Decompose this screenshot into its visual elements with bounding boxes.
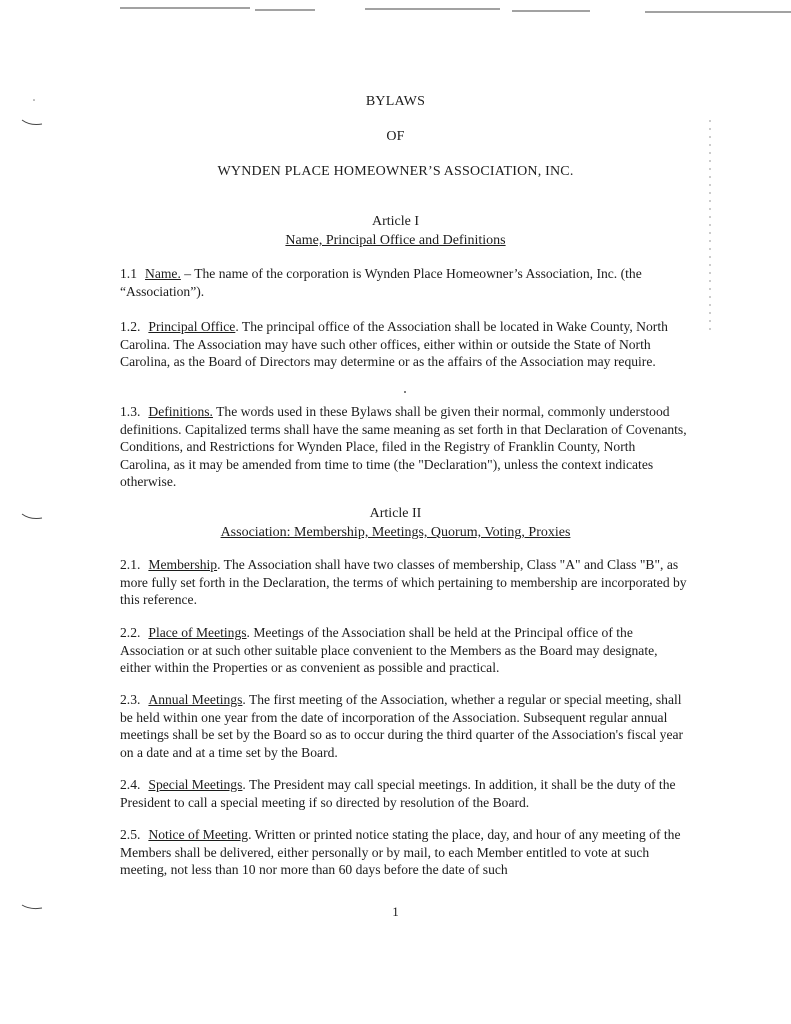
section-2-4 [120, 776, 688, 811]
section-number: 2.3. [120, 692, 141, 707]
section-2-2 [120, 624, 688, 677]
article-2-subheading: Association: Membership, Meetings, Quorum, Voting, Proxies [220, 525, 571, 540]
document-title-line-3: WYNDEN PLACE HOMEOWNER’S ASSOCIATION, INC. [217, 164, 574, 179]
article-2-header [0, 504, 791, 542]
section-number: 1.1 [120, 266, 137, 281]
section-term: Place of Meetings [148, 625, 247, 640]
section-1-3 [120, 403, 688, 491]
section-term: Definitions. [148, 404, 213, 419]
section-term: Special Meetings [148, 777, 243, 792]
section-text: . Meetings of the Association shall be held at the Principal office of the Association or at such other suitable place convenient to the Members as the Board may designate, either within the Properties or as convenient as possible and practical. [120, 625, 658, 676]
section-text: . The principal office of the Association shall be located in Wake County, North Carolina. The Association may have such other offices, either within or outside the State of North Carolina, as the Board of Directors may determine or as the affairs of the Association may require. [120, 319, 668, 370]
section-number: 1.2. [120, 319, 141, 334]
section-number: 2.1. [120, 557, 141, 572]
section-number: 2.4. [120, 777, 141, 792]
section-text: . The first meeting of the Association, whether a regular or special meeting, shall be held within one year from the date of incorporation of the Association. Subsequent regular annual meetings shall be set by the Board so as to occur during the third quarter of the Association's fiscal year on a date and at a time set by the Board. [120, 692, 684, 760]
section-text: The words used in these Bylaws shall be given their normal, commonly understood definitions. Capitalized terms shall have the same meaning as set forth in that Declaration of Covenants, Conditions, and Restrictions for Wynden Place, filed in the Registry of Franklin County, North Carolina, as it may be amended from time to time (the "Declaration"), unless the context indicates otherwise. [120, 404, 687, 490]
section-term: Notice of Meeting [148, 827, 249, 842]
section-term: Principal Office [148, 319, 236, 334]
article-1-header [0, 212, 791, 250]
section-text: – The name of the corporation is Wynden Place Homeowner’s Association, Inc. (the “Association”). [120, 266, 642, 299]
section-2-5 [120, 826, 688, 879]
section-text: . The President may call special meetings. In addition, it shall be the duty of the President to call a special meeting if so directed by resolution of the Board. [120, 777, 676, 810]
section-number: 2.2. [120, 625, 141, 640]
section-number: 2.5. [120, 827, 141, 842]
document-title-line-1: BYLAWS [365, 94, 426, 109]
section-1-2 [120, 318, 688, 371]
article-1-heading: Article I [371, 214, 420, 229]
section-term: Annual Meetings [148, 692, 243, 707]
article-2-heading: Article II [369, 506, 422, 521]
article-1-subheading: Name, Principal Office and Definitions [285, 233, 506, 248]
section-term: Name. [145, 266, 181, 281]
page-number: 1 [392, 904, 399, 919]
section-2-1 [120, 556, 688, 609]
section-text: . Written or printed notice stating the place, day, and hour of any meeting of the Members shall be delivered, either personally or by mail, to each Member entitled to vote at such meeting, not less than 10 nor more than 60 days before the date of such [120, 827, 681, 878]
section-1-1 [120, 265, 688, 300]
document-title-line-2: OF [386, 129, 405, 144]
section-number: 1.3. [120, 404, 141, 419]
section-2-3 [120, 691, 688, 761]
section-term: Membership [148, 557, 218, 572]
section-text: . The Association shall have two classes of membership, Class "A" and Class "B", as more fully set forth in the Declaration, the terms of which pertaining to membership are incorporated by this reference. [120, 557, 687, 608]
